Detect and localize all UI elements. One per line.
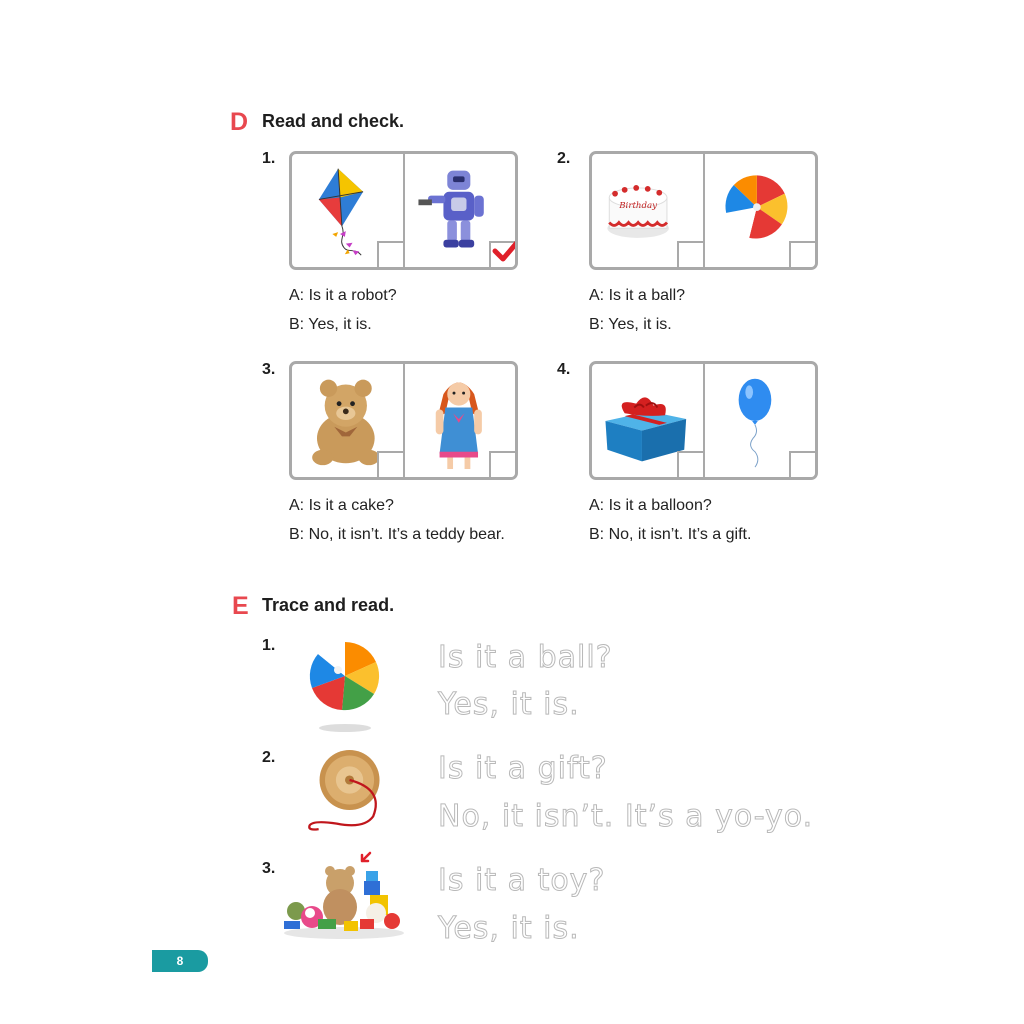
dialogue-b-2: B: Yes, it is.: [589, 316, 672, 333]
item-number-d3: 3.: [262, 361, 276, 378]
ball-panel: [703, 154, 816, 267]
kite-panel: [292, 154, 403, 267]
cake-panel: [592, 154, 703, 267]
checkbox-doll[interactable]: [489, 451, 515, 477]
check-mark-icon: [492, 235, 518, 265]
trace-question-1: Is it a ball?: [438, 640, 613, 675]
page-number: 8: [176, 954, 184, 968]
section-title-e: Trace and read.: [262, 595, 395, 615]
dialogue-b-1: B: Yes, it is.: [289, 316, 372, 333]
trace-answer-1: Yes, it is.: [438, 687, 580, 722]
section-letter-e: E: [232, 592, 249, 620]
dialogue-a-1: A: Is it a robot?: [289, 287, 397, 304]
checkbox-kite[interactable]: [377, 241, 403, 267]
picture-card-3: [289, 361, 518, 480]
trace-question-3: Is it a toy?: [438, 863, 606, 898]
section-letter-d: D: [230, 108, 249, 136]
page-number-tab: [152, 950, 208, 972]
svg-text:Birthday: Birthday: [619, 201, 658, 212]
robot-panel: [403, 154, 516, 267]
picture-card-4: [589, 361, 818, 480]
checkbox-ball[interactable]: [789, 241, 815, 267]
trace-answer-2: No, it isn’t. It’s a yo-yo.: [438, 799, 814, 834]
teddy-panel: [292, 364, 403, 477]
checkbox-gift[interactable]: [677, 451, 703, 477]
item-number-d1: 1.: [262, 150, 276, 167]
dialogue-a-4: A: Is it a balloon?: [589, 497, 712, 514]
item-number-d4: 4.: [557, 361, 571, 378]
balloon-panel: [703, 364, 816, 477]
checkbox-robot[interactable]: [489, 241, 515, 267]
pile-of-toys-picture: [274, 845, 414, 945]
item-number-d2: 2.: [557, 150, 571, 167]
item-number-e1: 1.: [262, 637, 276, 654]
checkbox-balloon[interactable]: [789, 451, 815, 477]
picture-card-2: [589, 151, 818, 270]
picture-card-1: [289, 151, 518, 270]
trace-answer-3: Yes, it is.: [438, 911, 580, 946]
doll-panel: [403, 364, 516, 477]
dialogue-b-4: B: No, it isn’t. It’s a gift.: [589, 526, 752, 543]
item-number-e3: 3.: [262, 860, 276, 877]
checkbox-cake[interactable]: [677, 241, 703, 267]
beach-ball-picture: [290, 630, 400, 740]
item-number-e2: 2.: [262, 749, 276, 766]
yo-yo-picture: [290, 740, 400, 840]
gift-panel: [592, 364, 703, 477]
dialogue-a-3: A: Is it a cake?: [289, 497, 394, 514]
trace-question-2: Is it a gift?: [438, 751, 608, 786]
dialogue-b-3: B: No, it isn’t. It’s a teddy bear.: [289, 526, 505, 543]
dialogue-a-2: A: Is it a ball?: [589, 287, 686, 304]
checkbox-teddy[interactable]: [377, 451, 403, 477]
section-title-d: Read and check.: [262, 111, 405, 131]
